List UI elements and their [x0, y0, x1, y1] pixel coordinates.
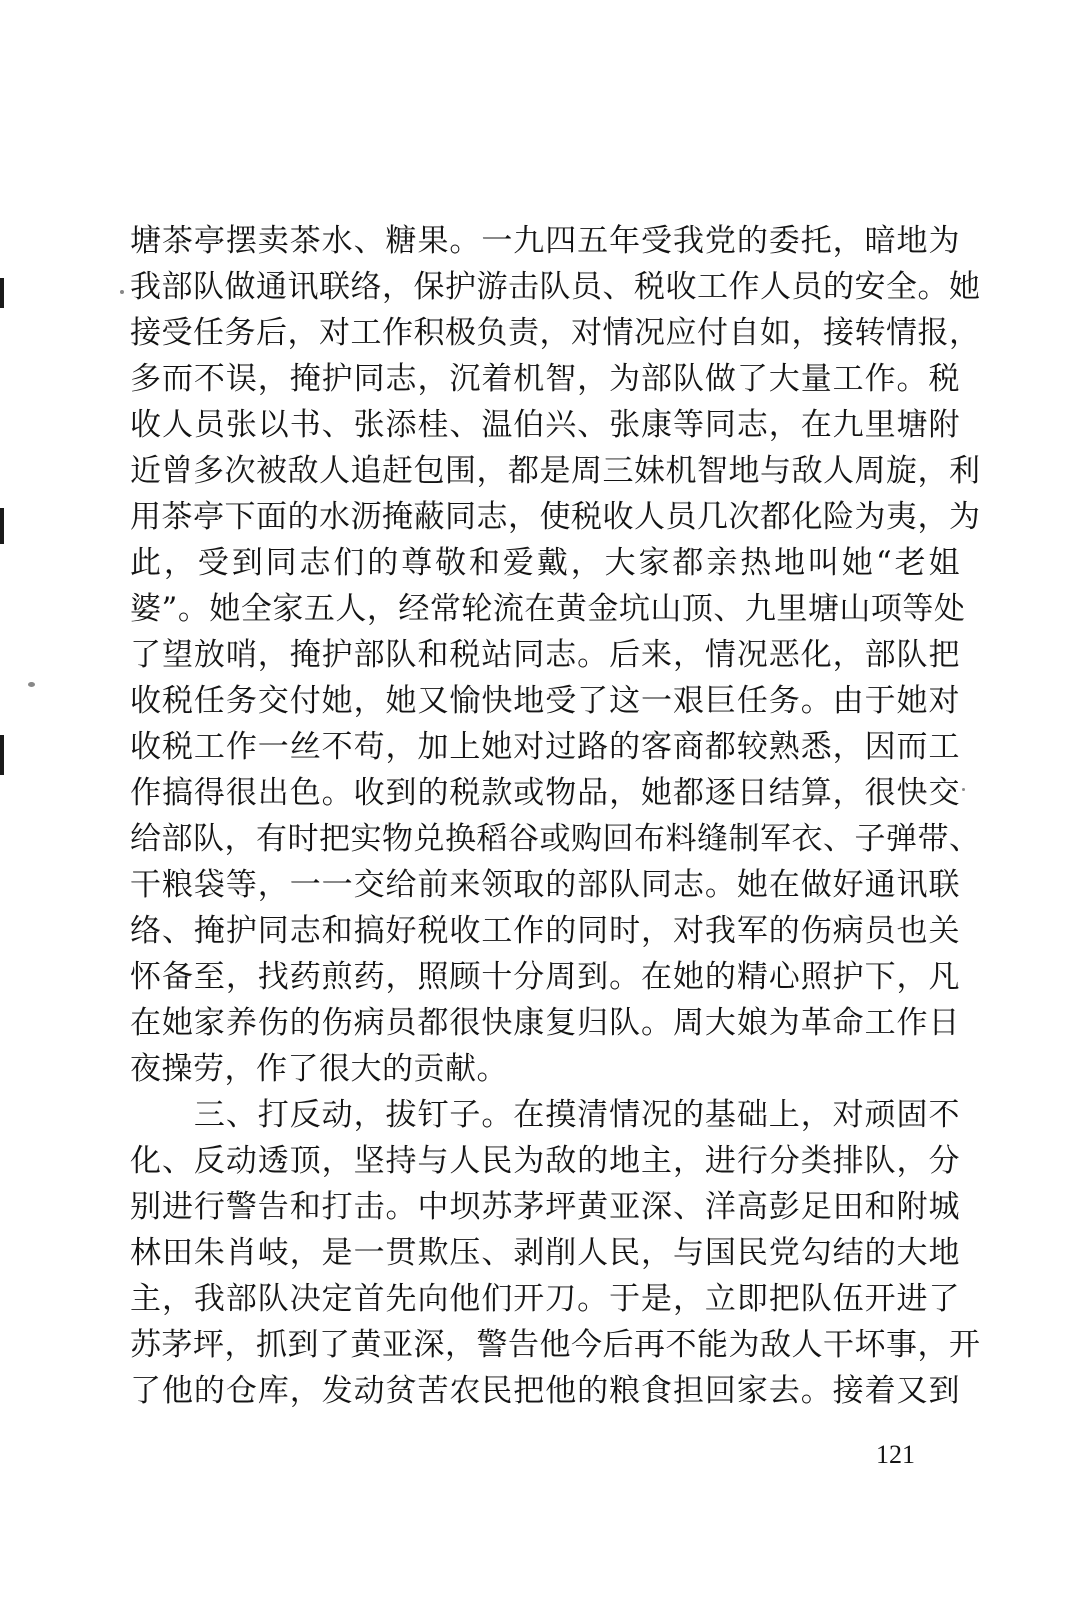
text-line: 塘茶亭摆卖茶水、糖果。一九四五年受我党的委托，暗地为 — [130, 223, 960, 259]
page-number: 121 — [876, 1440, 915, 1469]
scan-edge-mark — [0, 278, 4, 308]
text-line: 苏茅坪，抓到了黄亚深，警告他今后再不能为敌人干坏事，开 — [130, 1327, 981, 1363]
text-line: 接受任务后，对工作积极负责，对情况应付自如，接转情报， — [130, 315, 981, 351]
body-text — [130, 218, 981, 1414]
text-line: 夜操劳，作了很大的贡献。 — [130, 1051, 508, 1087]
text-line: 收人员张以书、张添桂、温伯兴、张康等同志，在九里塘附 — [130, 407, 960, 443]
text-line: 主，我部队决定首先向他们开刀。于是，立即把队伍开进了 — [130, 1281, 960, 1317]
scan-edge-mark — [0, 508, 4, 544]
text-line: 近曾多次被敌人追赶包围，都是周三妹机智地与敌人周旋，利 — [130, 453, 981, 489]
text-line: 在她家养伤的伤病员都很快康复归队。周大娘为革命工作日 — [130, 1005, 960, 1041]
scan-edge-mark — [0, 735, 4, 775]
text-line: 给部队，有时把实物兑换稻谷或购回布料缝制军衣、子弹带、 — [130, 821, 981, 857]
scan-speck — [962, 788, 965, 791]
text-line: 收税任务交付她，她又愉快地受了这一艰巨任务。由于她对 — [130, 683, 960, 719]
text-line: 用茶亭下面的水沥掩蔽同志，使税收人员几次都化险为夷，为 — [130, 499, 981, 535]
scan-speck — [120, 290, 124, 294]
text-line: 干粮袋等，一一交给前来领取的部队同志。她在做好通讯联 — [130, 867, 960, 903]
text-line: 络、掩护同志和搞好税收工作的同时，对我军的伤病员也关 — [130, 913, 960, 949]
text-line: 此，受到同志们的尊敬和爱戴，大家都亲热地叫她“老姐 — [130, 545, 960, 581]
text-line: 了望放哨，掩护部队和税站同志。后来，情况恶化，部队把 — [130, 637, 960, 673]
scan-speck — [28, 682, 35, 687]
text-line: 三、打反动，拔钉子。在摸清情况的基础上，对顽固不 — [130, 1097, 960, 1133]
text-line: 了他的仓库，发动贫苦农民把他的粮食担回家去。接着又到 — [130, 1373, 960, 1409]
text-line: 婆”。她全家五人，经常轮流在黄金坑山顶、九里塘山项等处 — [130, 591, 966, 627]
text-line: 林田朱肖岐，是一贯欺压、剥削人民，与国民党勾结的大地 — [130, 1235, 960, 1271]
text-line: 我部队做通讯联络，保护游击队员、税收工作人员的安全。她 — [130, 269, 981, 305]
text-line: 别进行警告和打击。中坝苏茅坪黄亚深、洋高彭足田和附城 — [130, 1189, 960, 1225]
text-line: 作搞得很出色。收到的税款或物品，她都逐日结算，很快交 — [130, 775, 960, 811]
text-line: 多而不误，掩护同志，沉着机智，为部队做了大量工作。税 — [130, 361, 960, 397]
text-line: 怀备至，找药煎药，照顾十分周到。在她的精心照护下，凡 — [130, 959, 960, 995]
text-line: 化、反动透顶，坚持与人民为敌的地主，进行分类排队，分 — [130, 1143, 960, 1179]
text-line: 收税工作一丝不苟，加上她对过路的客商都较熟悉，因而工 — [130, 729, 960, 765]
